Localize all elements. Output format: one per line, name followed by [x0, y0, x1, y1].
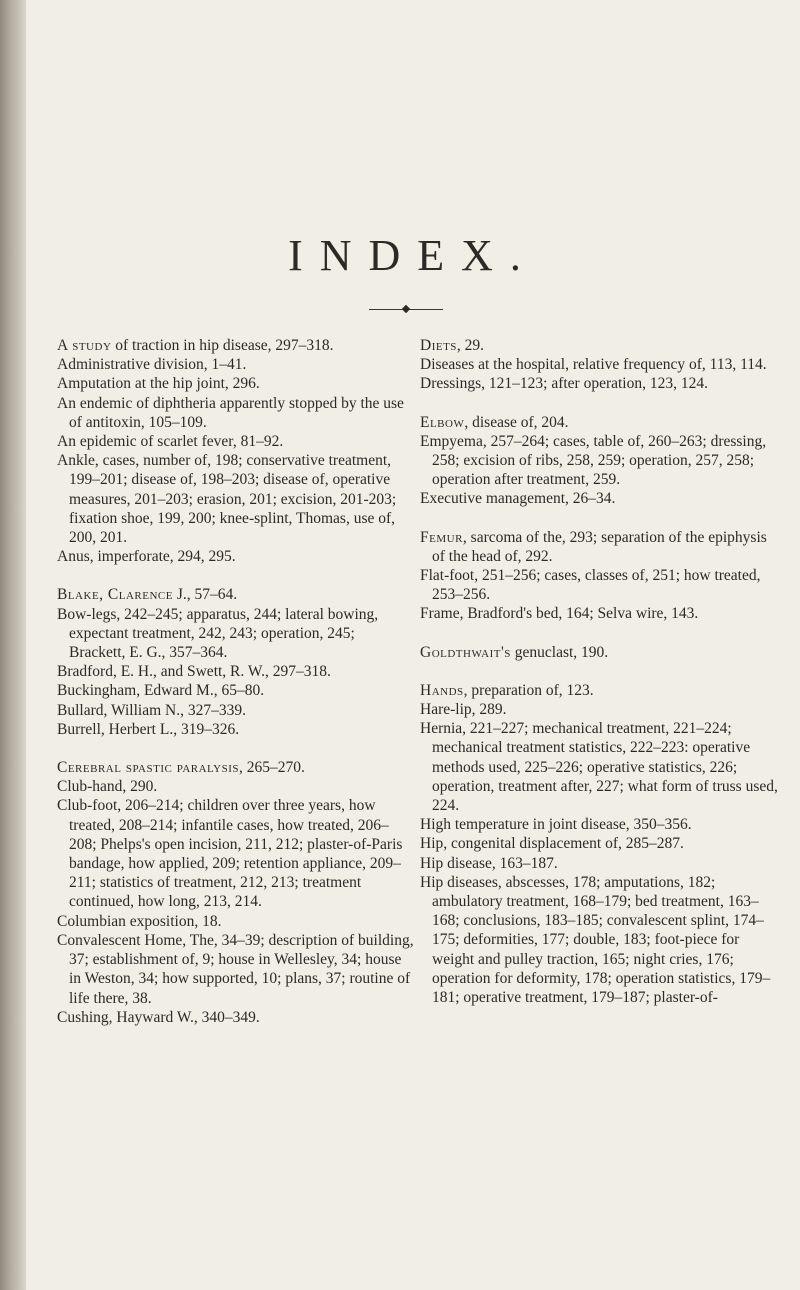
index-entry-heading: Blake, Clarence [57, 586, 173, 604]
index-entry-heading: Goldthwait's [420, 643, 511, 661]
index-entry: Bradford, E. H., and Swett, R. W., 297–318. [57, 663, 331, 681]
index-entry: Ankle, cases, number of, 198; conservative treatment, 199–201; disease of, 198–203; disease of, operative measures, 201–203; erasion, 201; excision, 201-203; fixation shoe, 199, 200; knee-splint, Thomas, use of, 200, 201. [57, 452, 397, 547]
index-entry-text: , preparation of, 123. [463, 681, 594, 699]
index-entry-heading: Cerebral spastic paralysis [57, 759, 239, 777]
book-spine-shadow [0, 0, 26, 1290]
index-entry [420, 528, 778, 566]
index-column-right [420, 336, 778, 1007]
index-entry-heading: Diets [420, 337, 457, 354]
index-entry: High temperature in joint disease, 350–356. [420, 816, 692, 834]
index-entry: Anus, imperforate, 294, 295. [57, 548, 236, 566]
index-entry: Diseases at the hospital, relative frequency of, 113, 114. [420, 356, 767, 374]
index-entry [57, 585, 415, 604]
index-entry: Buckingham, Edward M., 65–80. [57, 682, 265, 700]
index-entry [420, 681, 778, 700]
index-column-left [57, 336, 415, 1027]
index-entry-text: , 265–270. [239, 759, 305, 777]
index-entry: Club-foot, 206–214; children over three years, how treated, 208–214; infantile cases, how treated, 206–208; Phelps's open incision, 211, 212; plaster-of-Paris bandage, how applied, 209; retention appliance, 209–211; statistics of treatment, 212, 213; treatment continued, how long, 213, 214. [57, 797, 403, 911]
index-entry: Executive management, 26–34. [420, 490, 616, 508]
index-entry [57, 336, 415, 355]
index-entry: An endemic of diphtheria apparently stopped by the use of antitoxin, 105–109. [57, 394, 404, 431]
index-entry [57, 758, 415, 777]
index-entry: Hip diseases, abscesses, 178; amputations, 182; ambulatory treatment, 168–179; bed treatment, 163–168; conclusions, 183–185; convalescent splint, 174–175; deformities, 177; double, 183; foot-piece for weight and pulley traction, 165; night cries, 176; operation for deformity, 178; operation statistics, 179–181; operative treatment, 179–187; plaster-of- [420, 873, 771, 1007]
index-entry: Bow-legs, 242–245; apparatus, 244; lateral bowing, expectant treatment, 242, 243; operation, 245; Brackett, E. G., 357–364. [57, 605, 379, 662]
index-entry-text: J., 57–64. [172, 586, 238, 604]
index-entry: Hare-lip, 289. [420, 701, 507, 719]
index-entry: An epidemic of scarlet fever, 81–92. [57, 433, 284, 451]
page-title: INDEX. [288, 231, 538, 280]
index-entry [420, 336, 778, 355]
index-entry-heading: Hands [420, 681, 464, 699]
index-entry: Hip, congenital displacement of, 285–287. [420, 835, 684, 853]
index-entry: Burrell, Herbert L., 319–326. [57, 720, 240, 738]
index-entry-text: , disease of, 204. [464, 413, 569, 431]
index-entry-heading: Femur [420, 528, 463, 546]
index-entry: Cushing, Hayward W., 340–349. [57, 1008, 260, 1026]
index-entry: Empyema, 257–264; cases, table of, 260–263; dressing, 258; excision of ribs, 258, 259; operation, 257, 258; operation after treatment, 259. [420, 432, 767, 489]
index-entry [420, 643, 778, 662]
index-entry: Club-hand, 290. [57, 778, 158, 796]
index-entry-text: , sarcoma of the, 293; separation of the epiphysis of the head of, 292. [432, 528, 767, 565]
index-entry: Columbian exposition, 18. [57, 912, 222, 930]
title-ornament [369, 305, 443, 315]
index-entry: Convalescent Home, The, 34–39; description of building, 37; establishment of, 9; house in Wellesley, 34; house in Weston, 34; how supported, 10; plans, 37; routine of life there, 38. [57, 931, 414, 1007]
index-entry: Hip disease, 163–187. [420, 854, 558, 872]
index-entry [420, 413, 778, 432]
index-entry-text: , 29. [456, 337, 485, 354]
index-entry-text: of traction in hip disease, 297–318. [111, 337, 334, 354]
index-entry-heading: A study [57, 337, 112, 354]
index-entry: Bullard, William N., 327–339. [57, 701, 246, 719]
index-entry: Amputation at the hip joint, 296. [57, 375, 260, 393]
index-entry: Frame, Bradford's bed, 164; Selva wire, 143. [420, 605, 699, 623]
index-entry: Administrative division, 1–41. [57, 356, 247, 374]
index-entry-heading: Elbow [420, 413, 465, 431]
index-entry-text: genuclast, 190. [510, 643, 609, 661]
index-entry: Flat-foot, 251–256; cases, classes of, 251; how treated, 253–256. [420, 567, 761, 604]
index-entry: Hernia, 221–227; mechanical treatment, 221–224; mechanical treatment statistics, 222–223: operative methods used, 225–226; operative statistics, 226; operation, treatment after, 227; what form of truss used, 224. [420, 720, 778, 815]
index-entry: Dressings, 121–123; after operation, 123, 124. [420, 375, 708, 393]
diamond-icon [402, 305, 410, 313]
